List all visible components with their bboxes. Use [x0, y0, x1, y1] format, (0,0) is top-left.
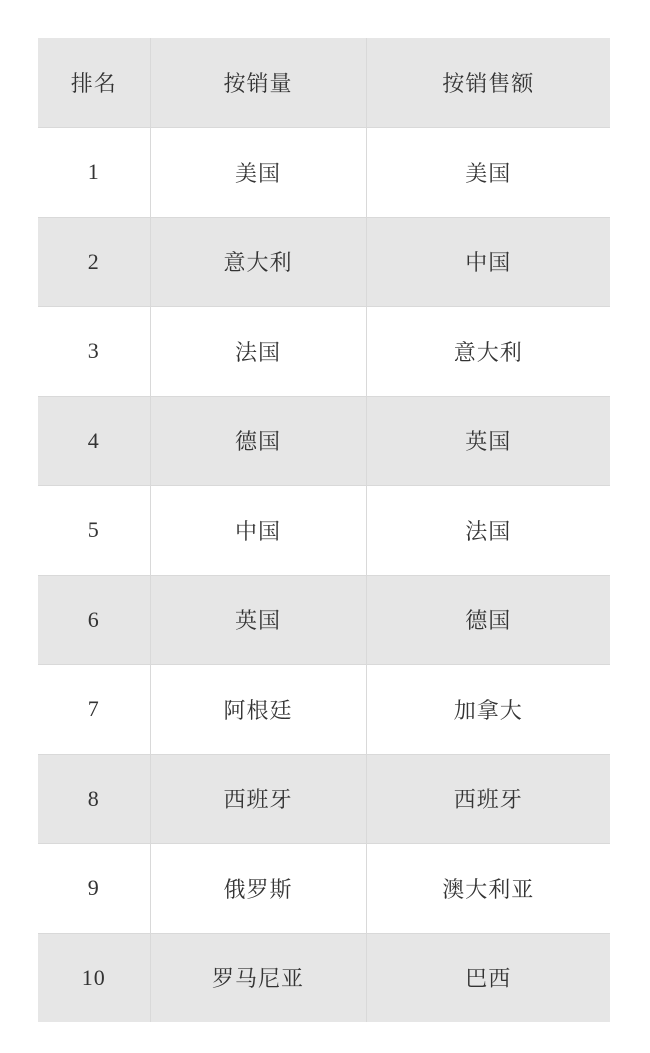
table-row [38, 575, 610, 665]
table-row [38, 128, 610, 218]
table-row [38, 307, 610, 397]
cell-by-revenue: 英国 [366, 396, 610, 486]
cell-by-revenue: 加拿大 [366, 665, 610, 755]
cell-by-volume: 中国 [150, 486, 366, 576]
cell-rank: 9 [38, 844, 150, 934]
ranking-table [38, 38, 610, 1022]
table-row [38, 396, 610, 486]
cell-by-revenue: 德国 [366, 575, 610, 665]
table-row [38, 933, 610, 1022]
cell-rank: 10 [38, 933, 150, 1022]
cell-by-volume: 罗马尼亚 [150, 933, 366, 1022]
cell-rank: 8 [38, 754, 150, 844]
cell-by-volume: 阿根廷 [150, 665, 366, 755]
cell-rank: 7 [38, 665, 150, 755]
cell-rank: 6 [38, 575, 150, 665]
cell-by-revenue: 法国 [366, 486, 610, 576]
header-by-revenue: 按销售额 [366, 38, 610, 128]
cell-by-volume: 俄罗斯 [150, 844, 366, 934]
table-row [38, 844, 610, 934]
cell-rank: 2 [38, 217, 150, 307]
header-rank: 排名 [38, 38, 150, 128]
cell-by-revenue: 西班牙 [366, 754, 610, 844]
cell-by-revenue: 巴西 [366, 933, 610, 1022]
table-row [38, 217, 610, 307]
cell-by-revenue: 意大利 [366, 307, 610, 397]
cell-by-revenue: 中国 [366, 217, 610, 307]
cell-rank: 3 [38, 307, 150, 397]
cell-by-revenue: 美国 [366, 128, 610, 218]
cell-by-volume: 德国 [150, 396, 366, 486]
table-row [38, 486, 610, 576]
cell-rank: 4 [38, 396, 150, 486]
cell-rank: 1 [38, 128, 150, 218]
cell-by-volume: 美国 [150, 128, 366, 218]
cell-by-volume: 意大利 [150, 217, 366, 307]
table-row [38, 665, 610, 755]
cell-by-volume: 法国 [150, 307, 366, 397]
cell-by-revenue: 澳大利亚 [366, 844, 610, 934]
table-header-row [38, 38, 610, 128]
cell-by-volume: 英国 [150, 575, 366, 665]
cell-by-volume: 西班牙 [150, 754, 366, 844]
cell-rank: 5 [38, 486, 150, 576]
header-by-volume: 按销量 [150, 38, 366, 128]
table-row [38, 754, 610, 844]
